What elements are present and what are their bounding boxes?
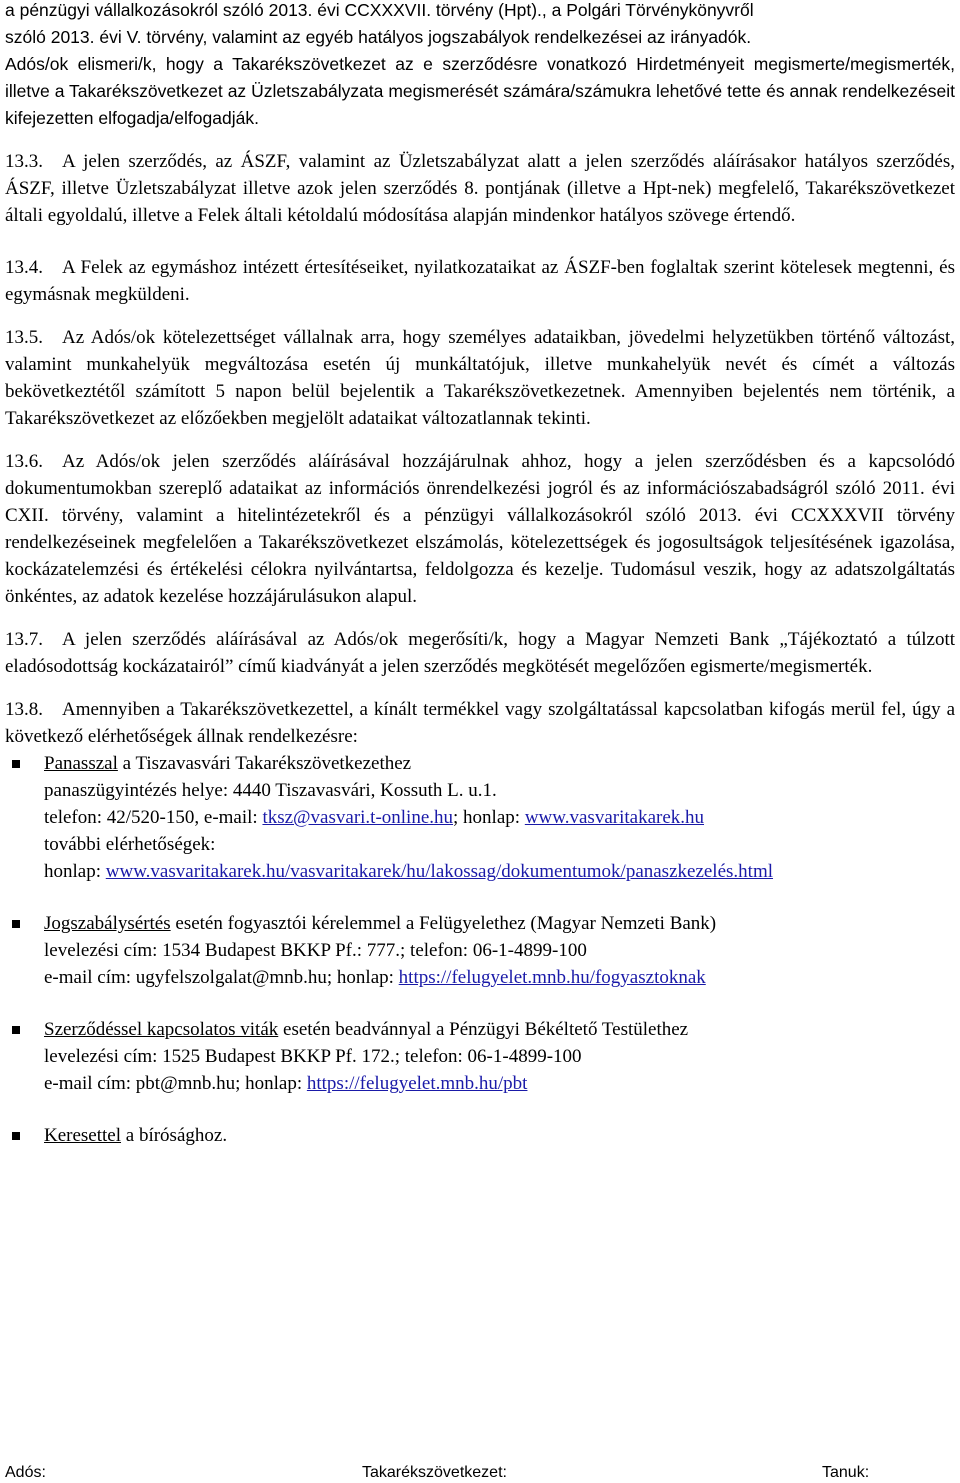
- contact-list: [5, 910, 955, 991]
- section-13-5: [5, 324, 955, 432]
- mnb-consumer-link[interactable]: https://felugyelet.mnb.hu/fogyasztoknak: [398, 967, 706, 988]
- list-item: Keresettel a bírósághoz.: [5, 1122, 955, 1149]
- bank-label: Takarékszövetkezet:: [362, 1464, 507, 1481]
- square-bullet-icon: [12, 1132, 20, 1140]
- bullet-title: Panasszal: [44, 753, 118, 774]
- intro-line-3: Adós/ok elismeri/k, hogy a Takarékszövetkezet az e szerződésre vonatkozó Hirdetményeit megismerte/megismerték, illetve a Takarékszövetkezet az Üzletszabályzata megismerését számára/számukra lehetővé tette és annak rendelkezéseit kifejezetten elfogadja/elfogadják.: [5, 54, 955, 128]
- section-13-6: [5, 448, 955, 610]
- section-number: 13.6.: [5, 451, 43, 472]
- section-number: 13.5.: [5, 327, 43, 348]
- bullet-title: Jogszabálysértés: [44, 913, 171, 934]
- section-text: A Felek az egymáshoz intézett értesítéseiket, nyilatkozataikat az ÁSZF-ben foglaltak szerint kötelesek megtenni, és egymásnak megküldeni.: [5, 257, 955, 305]
- intro-line-1: a pénzügyi vállalkozásokról szóló 2013. évi CCXXXVII. törvény (Hpt)., a Polgári Törvénykönyvről: [5, 0, 754, 20]
- section-number: 13.7.: [5, 629, 43, 650]
- section-13-8: [5, 696, 955, 750]
- debtor-label: Adós:: [5, 1464, 46, 1481]
- intro-paragraph: [5, 0, 955, 132]
- section-13-4: [5, 254, 955, 308]
- square-bullet-icon: [12, 760, 20, 768]
- section-text: Az Adós/ok kötelezettséget vállalnak arra, hogy személyes adataikban, jövedelmi helyzetükben történő változást, valamint munkahelyük megváltozása esetén új munkáltatójuk, illetve munkahelyük nevét és címét a változás bekövetkeztétől számított 5 napon belül bejelentik a Takarékszövetkezetnek. Amennyiben bejelentés nem történik, a Takarékszövetkezet az előzőekben megjelölt adataikat változatlannak tekinti.: [5, 327, 955, 429]
- section-text: Az Adós/ok jelen szerződés aláírásával hozzájárulnak ahhoz, hogy a jelen szerződésben és a kapcsolódó dokumentumokban szereplő adataikat az információs önrendelkezési jogról és az információszabadságról szóló 2011. évi CXII. törvény, valamint a hitelintézetekről és a pénzügyi vállalkozásokról szóló 2013. évi CCXXXVII törvény rendelkezéseinek megfelelően a Takarékszövetkezet elszámolás, kötelezettségek és jogosultságok teljesítésének igazolása, kockázatelemzési és értékelési célokra nyilvántartsa, feldolgozza és kezelje. Tudomásul veszik, hogy az adatszolgáltatás önkéntes, az adatok kezelése hozzájárulásukon alapul.: [5, 451, 955, 607]
- square-bullet-icon: [12, 1026, 20, 1034]
- complaint-address: panaszügyintézés helye: 4440 Tiszavasvári, Kossuth L. u.1.: [44, 780, 497, 801]
- section-number: 13.4.: [5, 257, 43, 278]
- section-13-7: [5, 626, 955, 680]
- bullet-title: Keresettel: [44, 1125, 122, 1146]
- email-link[interactable]: tksz@vasvari.t-online.hu: [262, 807, 454, 828]
- section-text: A jelen szerződés, az ÁSZF, valamint az Üzletszabályzat alatt a jelen szerződés aláírásakor hatályos szerződés, ÁSZF, illetve Üzletszabályzat illetve azok jelen szerződés 8. pontjának (illetve a Hpt-nek) megfelelő, Takarékszövetkezet általi egyoldalú, illetve a Felek általi kétoldalú módosítása alapján mindenkor hatályos szövege értendő.: [5, 151, 955, 226]
- contact-list: [5, 1122, 955, 1149]
- website-link[interactable]: www.vasvaritakarek.hu: [524, 807, 705, 828]
- list-item: Szerződéssel kapcsolatos viták esetén beadvánnyal a Pénzügyi Békéltető Testülethez levelezési cím: 1525 Budapest BKKP Pf. 172.; telefon: 06-1-4899-100 e-mail cím: pbt@mnb.hu; honlap: https://felugyelet.mnb.hu/pbt: [5, 1016, 955, 1097]
- witnesses-label: Tanuk:: [822, 1464, 870, 1481]
- bullet-title: Szerződéssel kapcsolatos viták: [44, 1019, 279, 1040]
- section-text: A jelen szerződés aláírásával az Adós/ok megerősíti/k, hogy a Magyar Nemzeti Bank „Tájékoztató a túlzott eladósodottság kockázatairól” című kiadványát a jelen szerződés megkötését megelőzően egismerte/megismerték.: [5, 629, 955, 677]
- signature-footer: [0, 1462, 960, 1483]
- pbt-link[interactable]: https://felugyelet.mnb.hu/pbt: [306, 1073, 528, 1094]
- section-number: 13.8.: [5, 699, 43, 720]
- section-number: 13.3.: [5, 151, 43, 172]
- document-page: [5, 0, 955, 1149]
- square-bullet-icon: [12, 920, 20, 928]
- section-13-3: [5, 148, 955, 229]
- complaint-page-link[interactable]: www.vasvaritakarek.hu/vasvaritakarek/hu/lakossag/dokumentumok/panaszkezelés.html: [105, 861, 774, 882]
- list-item: Panasszal a Tiszavasvári Takarékszövetkezethez panaszügyintézés helye: 4440 Tiszavasvári, Kossuth L. u.1. telefon: 42/520-150, e-mail: tksz@vasvari.t-online.hu; honlap: www.vasvaritakarek.hu további elérhetőségek: honlap: www.vasvaritakarek.hu/vasvaritakarek/hu/lakossag/dokumentumok/panaszkezelés.html: [5, 750, 955, 885]
- list-item: Jogszabálysértés esetén fogyasztói kérelemmel a Felügyelethez (Magyar Nemzeti Bank) levelezési cím: 1534 Budapest BKKP Pf.: 777.; telefon: 06-1-4899-100 e-mail cím: ugyfelszolgalat@mnb.hu; honlap: https://felugyelet.mnb.hu/fogyasztoknak: [5, 910, 955, 991]
- contact-list: [5, 750, 955, 885]
- contact-list: [5, 1016, 955, 1097]
- intro-line-2: szóló 2013. évi V. törvény, valamint az egyéb hatályos jogszabályok rendelkezései az irányadók.: [5, 27, 752, 47]
- section-text: Amennyiben a Takarékszövetkezettel, a kínált termékkel vagy szolgáltatással kapcsolatban kifogás merül fel, úgy a következő elérhetőségek állnak rendelkezésre:: [5, 699, 955, 747]
